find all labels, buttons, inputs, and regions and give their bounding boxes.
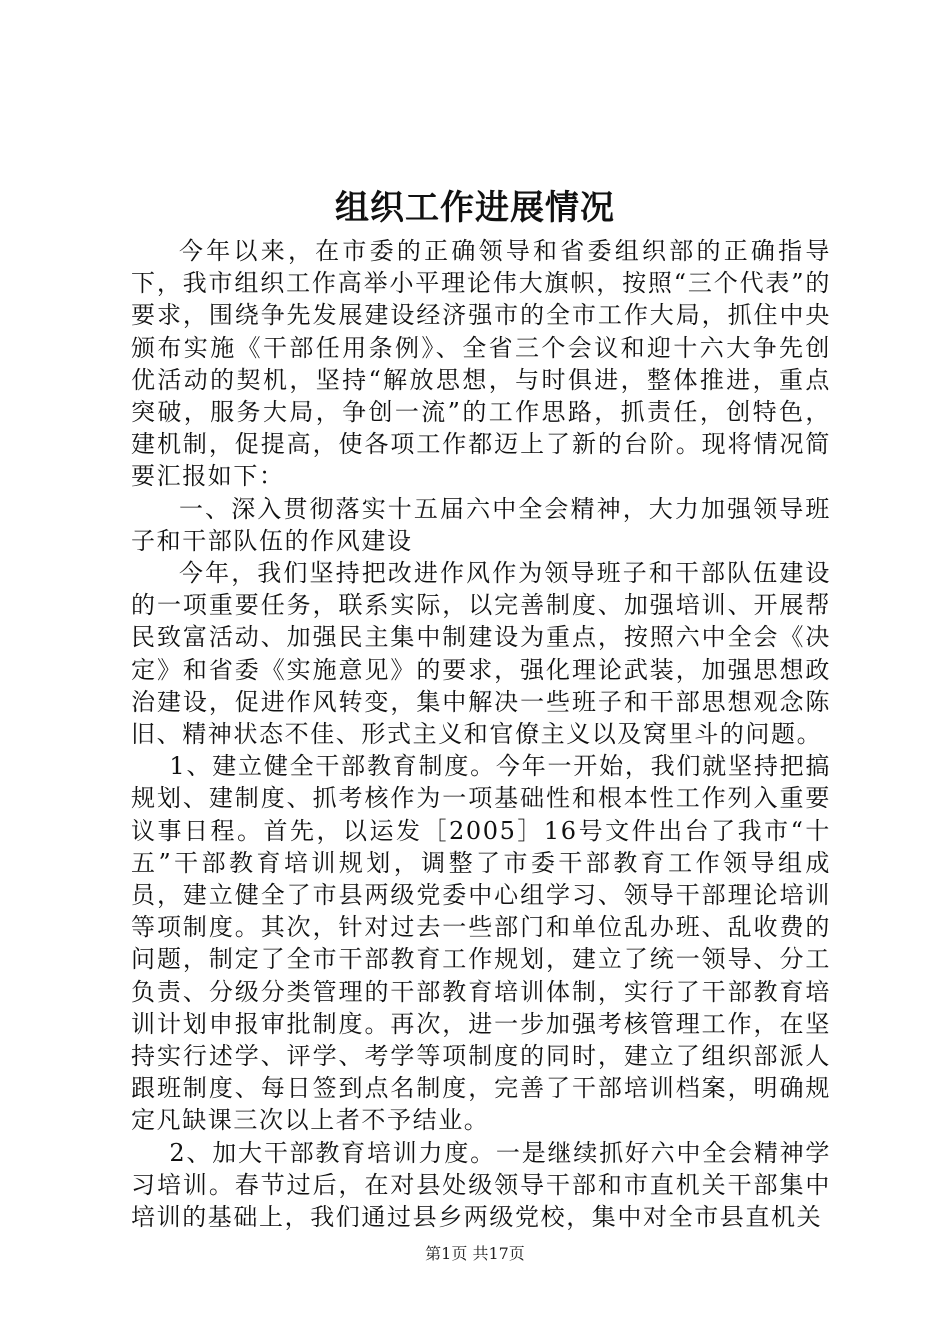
document-title: 组织工作进展情况 bbox=[335, 188, 615, 228]
paragraph-section-heading: 一、深入贯彻落实十五届六中全会精神，大力加强领导班子和干部队伍的作风建设 bbox=[131, 494, 831, 555]
page-number-footer: 第1页 共17页 bbox=[425, 1244, 525, 1263]
document-body bbox=[131, 235, 831, 1233]
paragraph-item-1: 1、建立健全干部教育制度。今年一开始，我们就坚持把搞规划、建制度、抓考核作为一项基础性和根本性工作列入重要议事日程。首先，以运发［2005］16号文件出台了我市“十五”干部教育培训规划，调整了市委干部教育工作领导组成员，建立健全了市县两级党委中心组学习、领导干部理论培训等项制度。其次，针对过去一些部门和单位乱办班、乱收费的问题，制定了全市干部教育工作规划，建立了统一领导、分工负责、分级分类管理的干部教育培训体制，实行了干部教育培训计划申报审批制度。再次，进一步加强考核管理工作，在坚持实行述学、评学、考学等项制度的同时，建立了组织部派人跟班制度、每日签到点名制度，完善了干部培训档案，明确规定凡缺课三次以上者不予结业。 bbox=[131, 752, 831, 1135]
paragraph-item-2: 2、加大干部教育培训力度。一是继续抓好六中全会精神学习培训。春节过后，在对县处级领导干部和市直机关干部集中培训的基础上，我们通过县乡两级党校，集中对全市县直机关 bbox=[131, 1138, 831, 1232]
paragraph-intro: 今年以来，在市委的正确领导和省委组织部的正确指导下，我市组织工作高举小平理论伟大旗帜，按照“三个代表”的要求，围绕争先发展建设经济强市的全市工作大局，抓住中央颁布实施《干部任用条例》、全省三个会议和迎十六大争先创优活动的契机，坚持“解放思想，与时俱进，整体推进，重点突破，服务大局，争创一流”的工作思路，抓责任，创特色，建机制，促提高，使各项工作都迈上了新的台阶。现将情况简要汇报如下： bbox=[131, 237, 831, 491]
paragraph-section-body: 今年，我们坚持把改进作风作为领导班子和干部队伍建设的一项重要任务，联系实际，以完善制度、加强培训、开展帮民致富活动、加强民主集中制建设为重点，按照六中全会《决定》和省委《实施意见》的要求，强化理论武装，加强思想政治建设，促进作风转变，集中解决一些班子和干部思想观念陈旧、精神状态不佳、形式主义和官僚主义以及窝里斗的问题。 bbox=[131, 559, 831, 749]
